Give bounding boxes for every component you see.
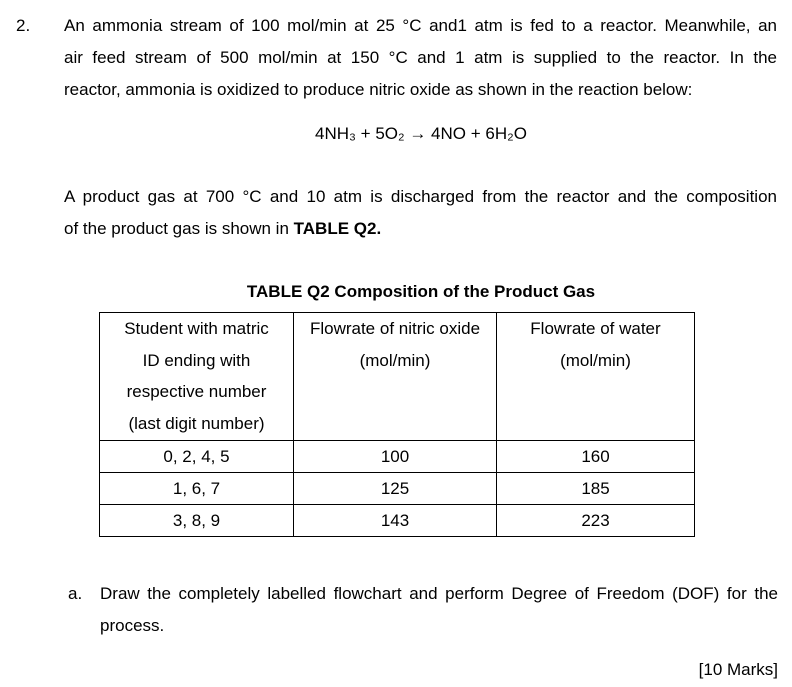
- intro-line-3: reactor, ammonia is oxidized to produce nitric oxide as shown in the reaction below:: [64, 80, 693, 99]
- header-nitric-oxide: [294, 313, 497, 441]
- header-line: (last digit number): [128, 413, 265, 433]
- header-line: Flowrate of water: [530, 319, 661, 338]
- product-paragraph: [64, 181, 777, 245]
- cell-water: 160: [497, 441, 695, 473]
- cell-water: 223: [497, 505, 695, 537]
- header-student-id: [100, 313, 294, 441]
- sub-question-label: a.: [68, 584, 83, 603]
- table-header-row: [100, 313, 695, 441]
- intro-line-2: air feed stream of 500 mol/min at 150 °C and 1 atm is supplied to the reactor. In the: [64, 48, 777, 67]
- marks-allocation: [10 Marks]: [698, 660, 778, 679]
- cell-nitric-oxide: 100: [294, 441, 497, 473]
- cell-nitric-oxide: 143: [294, 505, 497, 537]
- intro-paragraph: [64, 10, 777, 106]
- intro-line-1: An ammonia stream of 100 mol/min at 25 °C and1 atm is fed to a reactor. Meanwhile, an: [64, 16, 777, 35]
- table-row: [100, 441, 695, 473]
- cell-student-id: 0, 2, 4, 5: [100, 441, 294, 473]
- header-line: (mol/min): [560, 350, 631, 370]
- table-row: [100, 473, 695, 505]
- cell-water: 185: [497, 473, 695, 505]
- question-number: 2.: [16, 16, 31, 35]
- sub-question-a: [68, 578, 778, 642]
- product-line-2: [64, 213, 777, 245]
- product-line-1: A product gas at 700 °C and 10 atm is discharged from the reactor and the composition: [64, 187, 777, 206]
- header-line: (mol/min): [359, 350, 431, 370]
- header-water: [497, 313, 695, 441]
- sub-question-text: Draw the completely labelled flowchart and perform Degree of Freedom (DOF) for the process.: [100, 584, 778, 635]
- cell-student-id: 3, 8, 9: [100, 505, 294, 537]
- reaction-equation: 4NH₃ + 5O₂ → 4NO + 6H₂O: [315, 124, 527, 143]
- header-line: ID ending with: [142, 350, 251, 370]
- product-line-2-text: of the product gas is shown in: [64, 219, 294, 238]
- header-line: Student with matric: [124, 319, 269, 338]
- table-row: [100, 505, 695, 537]
- composition-table: [99, 312, 695, 537]
- header-line: respective number: [126, 382, 267, 401]
- table-reference: TABLE Q2.: [293, 219, 382, 238]
- cell-student-id: 1, 6, 7: [100, 473, 294, 505]
- header-line: Flowrate of nitric oxide: [309, 319, 481, 338]
- table-title: TABLE Q2 Composition of the Product Gas: [246, 282, 596, 301]
- cell-nitric-oxide: 125: [294, 473, 497, 505]
